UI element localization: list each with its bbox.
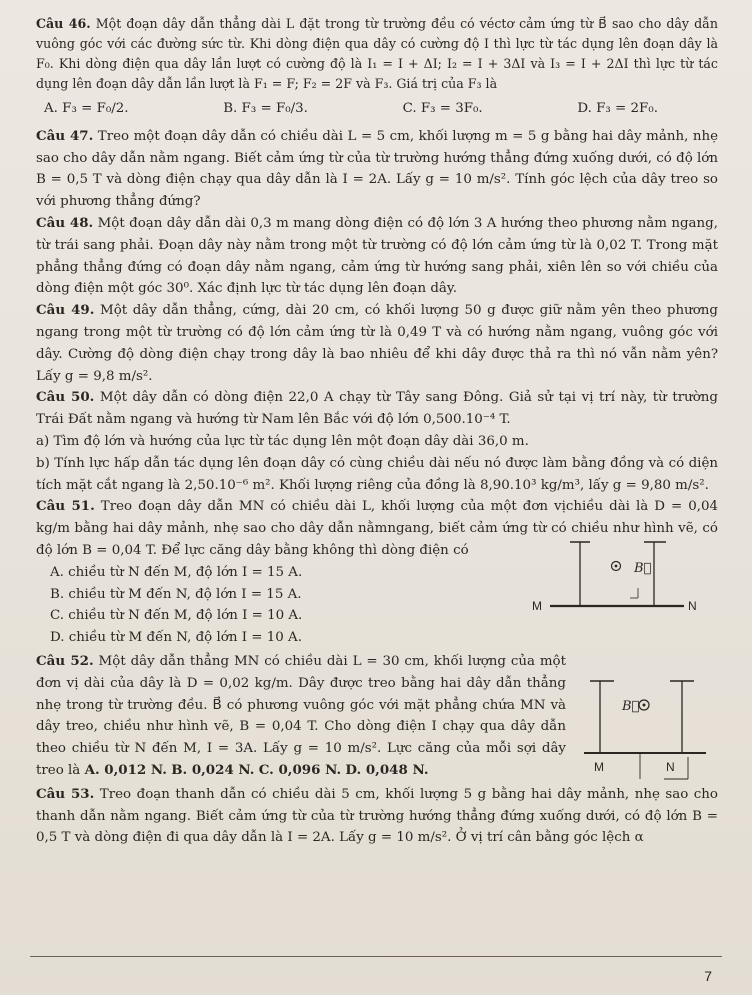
- question-52-option-d[interactable]: D. 0,048 N.: [345, 761, 429, 778]
- question-50: [36, 387, 718, 431]
- question-52-figure: [566, 675, 716, 795]
- question-51-option-b[interactable]: B. chiều từ M đến N, độ lớn I = 15 A.: [50, 586, 302, 602]
- question-51-text: Treo đoạn dây dẫn MN có chiều dài L, khối lượng của một đơn vịchiều dài là D = 0,04 kg/m bằng hai dây mảnh, nhẹ sao cho dây dẫn nằmngang, biết cảm ứng từ có chiều như hình vẽ, có độ lớn B = 0,04 T. Để lực căng dây bằng không thì dòng điện có: [36, 499, 719, 558]
- question-50-part-a: a) Tìm độ lớn và hướng của lực từ tác dụng lên một đoạn dây dài 36,0 m.: [36, 433, 529, 449]
- question-47-text: Treo một đoạn dây dẫn có chiều dài L = 5 cm, khối lượng m = 5 g bằng hai dây mảnh, nhẹ sao cho dây dẫn nằm ngang. Biết cảm ứng từ của từ trường hướng thẳng đứng xuống dưới, có độ lớn B = 0,5 T và dòng điện chạy qua dây dẫn là I = 2A. Lấy g = 10 m/s². Tính góc lệch của dây treo so với phương thẳng đứng?: [36, 128, 718, 210]
- question-49-head: Câu 49.: [36, 302, 95, 319]
- question-46-options: [36, 98, 718, 120]
- question-52-head: Câu 52.: [36, 652, 94, 669]
- question-48: [36, 213, 718, 300]
- question-51-figure-b-label: B⃗: [634, 561, 652, 577]
- question-49-text: Một dây dẫn thẳng, cứng, dài 20 cm, có khối lượng 50 g được giữ nằm yên theo phương ngang trong một từ trường có độ lớn cảm ứng từ là 0,49 T và có hướng nằm ngang, vuông góc với dây. Cường độ dòng điện chạy trong dây là bao nhiêu để khi dây được thả ra thì nó vẫn nằm yên? Lấy g = 9,8 m/s².: [36, 303, 719, 384]
- question-53-text: Treo đoạn thanh dẫn có chiều dài 5 cm, khối lượng 5 g bằng hai dây mảnh, nhẹ sao cho thanh dẫn nằm ngang. Biết cảm ứng từ của từ trường hướng thẳng đứng xuống dưới, có độ lớn B = 0,5 T và dòng điện đi qua dây dẫn là I = 2A. Lấy g = 10 m/s². Ở vị trí cân bằng góc lệch α: [36, 786, 718, 846]
- question-49: [36, 300, 718, 387]
- question-46: [36, 14, 718, 94]
- question-51-head: Câu 51.: [36, 498, 95, 515]
- page-number: 7: [704, 968, 712, 984]
- question-52-text: Một dây dẫn thẳng MN có chiều dài L = 30 cm, khối lượng của một đơn vị dài của dây là D = 0,02 kg/m. Dây được treo bằng hai dây dẫn thẳng nhẹ trong từ trường đều. B⃗ có phương vuông góc với mặt phẳng chứa MN và dây treo, chiều như hình vẽ, B = 0,04 T. Cho dòng điện I chạy qua dây dẫn theo chiều từ N đến M, I = 3A. Lấy g = 10 m/s². Lực căng của mỗi sợi dây treo là: [36, 653, 566, 778]
- question-52: [36, 651, 718, 782]
- question-48-head: Câu 48.: [36, 214, 94, 231]
- question-47-head: Câu 47.: [36, 127, 94, 144]
- question-52-option-a[interactable]: A. 0,012 N.: [84, 761, 167, 778]
- question-52-option-b[interactable]: B. 0,024 N.: [171, 761, 255, 778]
- question-47: [36, 126, 718, 213]
- question-51-option-a[interactable]: A. chiều từ N đến M, độ lớn I = 15 A.: [50, 564, 303, 580]
- question-52-option-c[interactable]: C. 0,096 N.: [258, 761, 342, 778]
- question-48-text: Một đoạn dây dẫn dài 0,3 m mang dòng điện có độ lớn 3 A hướng theo phương nằm ngang, từ trái sang phải. Đoạn dây này nằm trong một từ trường có độ lớn cảm ứng từ là 0,02 T. Trong mặt phẳng thẳng đứng có đoạn dây nằm ngang, cảm ứng từ hướng sang phải, xiên lên so với chiều của dòng điện một góc 30⁰. Xác định lực từ tác dụng lên đoạn dây.: [36, 215, 718, 297]
- question-51-option-c[interactable]: C. chiều từ N đến M, độ lớn I = 10 A.: [50, 608, 303, 624]
- question-51-figure: [526, 538, 706, 630]
- question-46-head: Câu 46.: [36, 16, 91, 31]
- question-52-figure-b-label: B⃗: [622, 698, 640, 714]
- question-46-option-a[interactable]: A. F₃ = F₀/2.: [44, 101, 129, 116]
- question-46-option-b[interactable]: B. F₃ = F₀/3.: [223, 101, 308, 116]
- question-51-figure-n-label: N: [688, 599, 697, 614]
- question-51-option-d[interactable]: D. chiều từ M đến N, độ lớn I = 10 A.: [50, 630, 302, 646]
- question-52-figure-n-label: N: [666, 759, 675, 774]
- question-46-option-c[interactable]: C. F₃ = 3F₀.: [402, 101, 483, 116]
- question-50-text: Một dây dẫn có dòng điện 22,0 A chạy từ Tây sang Đông. Giả sử tại vị trí này, từ trường Trái Đất nằm ngang và hướng từ Nam lên Bắc với độ lớn 0,500.10⁻⁴ T.: [36, 390, 718, 428]
- question-51: [36, 496, 718, 649]
- question-46-option-d[interactable]: D. F₃ = 2F₀.: [577, 101, 658, 116]
- question-46-text: Một đoạn dây dẫn thẳng dài L đặt trong từ trường đều có véctơ cảm ứng từ B⃗ sao cho dây dẫn vuông góc với các đường sức từ. Khi dòng điện qua dây có cường độ I thì lực từ tác dụng lên đoạn dây là F₀. Khi dòng điện qua dây lần lượt có cường độ là I₁ = I + ΔI; I₂ = I + 3ΔI và I₃ = I + 2ΔI thì lực từ tác dụng lên đoạn dây dẫn lần lượt là F₁ = F; F₂ = 2F và F₃. Giá trị của F₃ là: [36, 16, 718, 91]
- question-50-head: Câu 50.: [36, 389, 95, 406]
- question-52-figure-m-label: M: [594, 759, 604, 774]
- footer-divider: [30, 956, 722, 957]
- question-51-figure-m-label: M: [532, 599, 542, 614]
- question-53-head: Câu 53.: [36, 785, 95, 802]
- question-51-options: [36, 562, 520, 649]
- question-50-part-b: b) Tính lực hấp dẫn tác dụng lên đoạn dây có cùng chiều dài nếu nó được làm bằng đồng và có diện tích mặt cắt ngang là 2,50.10⁻⁶ m². Khối lượng riêng của đồng là 8,90.10³ kg/m³, lấy g = 9,80 m/s².: [36, 455, 718, 493]
